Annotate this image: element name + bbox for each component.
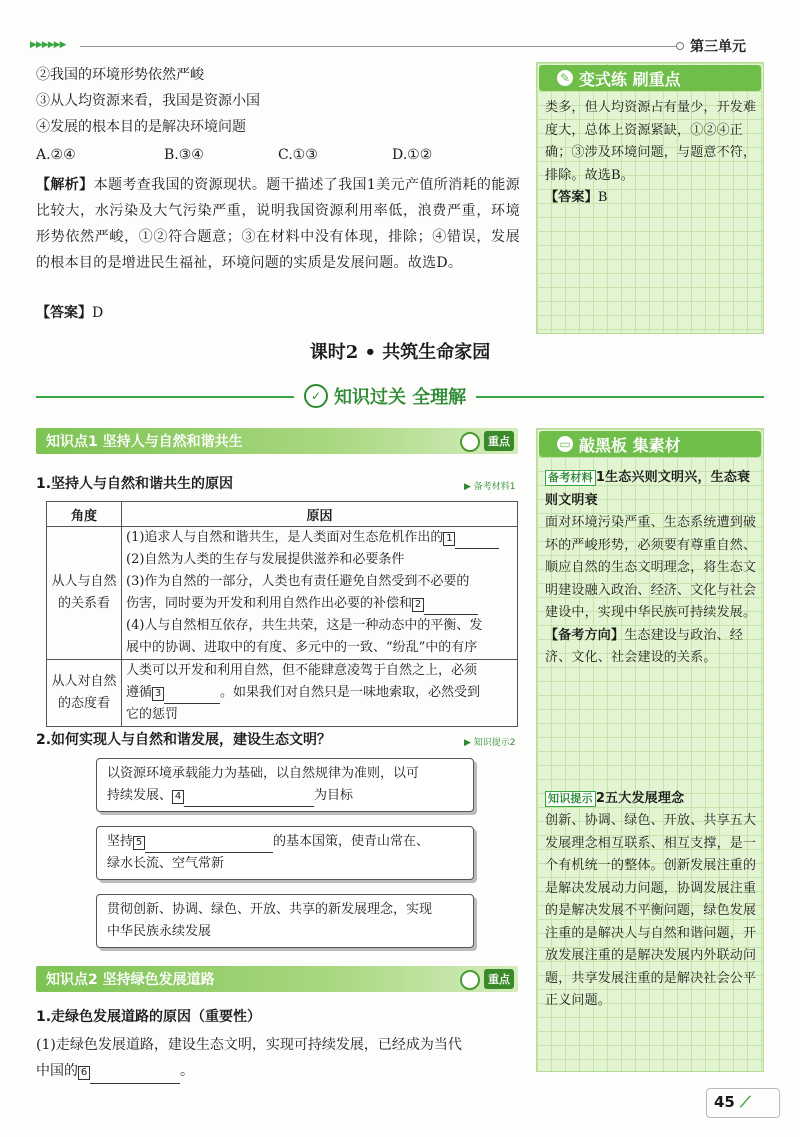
unit-title: 第三单元 <box>690 39 746 55</box>
pencil-icon: ✎ <box>557 70 573 86</box>
answer-line <box>36 300 103 326</box>
header-dot <box>676 42 684 50</box>
material-head-2: 2五大发展理念 <box>595 790 685 806</box>
blank-1 <box>455 548 499 549</box>
kp2-paragraph <box>36 1032 520 1084</box>
blank-num-6: 6 <box>78 1066 90 1080</box>
blank-num-4: 4 <box>172 790 184 804</box>
row2-line-3: 它的惩罚 <box>126 707 179 722</box>
table-row <box>47 527 518 660</box>
analysis-paragraph <box>36 172 520 276</box>
section-title: 知识过关 全理解 <box>334 387 467 408</box>
board-icon: ▭ <box>557 436 573 452</box>
kp2-tag: 重点 <box>484 969 514 989</box>
method-box-2 <box>96 826 474 880</box>
method-box-1 <box>96 758 474 812</box>
material-header <box>539 431 761 457</box>
table-header-row <box>47 502 518 527</box>
blank-num-3: 3 <box>152 687 164 701</box>
box3-line-1: 贯彻创新、协调、绿色、开放、共享的新发展理念，实现 <box>107 902 433 917</box>
practice-answer-tag: 【答案】 <box>545 190 598 205</box>
practice-header <box>539 65 761 91</box>
material-title: 敲黑板 集素材 <box>579 435 681 455</box>
row1-label: 从人与自然的关系看 <box>47 527 122 660</box>
direction-text: 生态建设与政治、经济、文化、社会建设的关系。 <box>545 627 744 665</box>
kp1-q1-ref: ▶ 备考材料1 <box>464 482 516 492</box>
box2-line-2: 绿水长流、空气常新 <box>107 856 225 871</box>
box3-line-2: 中华民族永续发展 <box>107 924 212 939</box>
answer-tag: 【答案】 <box>36 305 92 321</box>
row1-line-6: 展中的协调、进取中的有度、多元中的一致、“纷乱”中的有序 <box>126 640 478 655</box>
row2-line-2a: 遵循 <box>126 685 153 700</box>
practice-answer: B <box>597 190 608 205</box>
label-hint: 知识提示 <box>545 791 596 807</box>
blank-num-2: 2 <box>412 598 424 612</box>
row2-content <box>122 660 518 727</box>
blank-num-5: 5 <box>133 836 145 850</box>
choice-c: C.①③ <box>278 147 318 163</box>
blank-num-1: 1 <box>443 532 455 546</box>
material-panel <box>536 428 764 1072</box>
kp1-bar <box>36 428 518 454</box>
material-text-2: 创新、协调、绿色、开放、共享五大发展理念相互联系、相互支撑，是一个有机统一的整体。创新发展注重的是解决发展动力问题，协调发展注重的是解决发展不平衡问题，绿色发展注重的是解决人与自然和谐问题，开放发展注重的是解决发展内外联动问题，共享发展注重的是解决社会公平正义问题。 <box>545 813 757 1008</box>
kp2-line-2a: 中国的 <box>36 1063 78 1079</box>
kp1-title: 知识点1 坚持人与自然和谐共生 <box>46 434 243 450</box>
practice-body: 类多，但人均资源占有量少，开发难度大，总体上资源紧缺，①②④正确；③涉及环境问题，与题意不符，排除。故选B。 <box>545 100 757 183</box>
choice-b: B.③④ <box>164 147 204 163</box>
header-arrows: ▶▶▶▶▶▶ <box>30 40 66 50</box>
lesson-title: 课时2 • 共筑生命家园 <box>309 342 491 363</box>
row1-content <box>122 527 518 660</box>
option-3: ③从人均资源来看，我国是资源小国 <box>36 93 260 109</box>
practice-text <box>537 93 763 210</box>
direction-tag: 【备考方向】 <box>545 627 625 643</box>
kp1-q2-ref: ▶ 知识提示2 <box>464 738 516 748</box>
option-4: ④发展的根本目的是解决环境问题 <box>36 119 246 135</box>
kp1-q1: 1.坚持人与自然和谐共生的原因 <box>36 476 234 492</box>
kp2-q1: 1.走绿色发展道路的原因（重要性） <box>36 1009 262 1025</box>
target-icon <box>460 432 480 452</box>
kp2-bar <box>36 966 518 992</box>
material-body <box>537 459 763 1013</box>
box2-line-1b: 的基本国策，使青山常在、 <box>273 834 430 849</box>
header-rule <box>80 46 680 47</box>
choice-d: D.①② <box>392 147 433 163</box>
kp1-tag: 重点 <box>484 431 514 451</box>
kp2-line-1: (1)走绿色发展道路，建设生态文明，实现可持续发展，已经成为当代 <box>36 1037 462 1053</box>
row1-line-3: (3)作为自然的一部分，人类也有责任避免自然受到不必要的 <box>126 574 470 589</box>
row2-label: 从人对自然的态度看 <box>47 660 122 727</box>
blank-6 <box>90 1083 180 1084</box>
row1-line-2: (2)自然为人类的生存与发展提供滋养和必要条件 <box>126 552 405 567</box>
practice-panel <box>536 62 764 334</box>
page-number-value: 45 <box>714 1093 735 1111</box>
page-number <box>714 1093 751 1111</box>
material-head-1: 1生态兴则文明兴，生态衰则文明衰 <box>545 470 751 508</box>
table-header-angle: 角度 <box>47 502 122 527</box>
answer-choices <box>36 142 516 168</box>
analysis-tag: 【解析】 <box>36 177 94 193</box>
kp2-line-2b: 。 <box>180 1063 194 1079</box>
answer-value: D <box>92 305 104 321</box>
choice-a: A.②④ <box>36 147 76 163</box>
material-item-1 <box>545 467 757 512</box>
kp1-q2: 2.如何实现人与自然和谐发展，建设生态文明？ <box>36 732 332 748</box>
row2-line-2b: 。如果我们对自然只是一味地索取，必然受到 <box>220 685 481 700</box>
page-leaf-icon: ⟋ <box>740 1093 751 1111</box>
book-icon: ✓ <box>304 384 328 408</box>
box1-line-1: 以资源环境承载能力为基础，以自然规律为准则，以可 <box>107 766 420 781</box>
target-icon <box>460 970 480 990</box>
practice-title: 变式练 刷重点 <box>579 69 681 89</box>
row1-line-5: (4)人与自然相互依存，共生共荣，这是一种动态中的平衡、发 <box>126 618 483 633</box>
table-row <box>47 660 518 727</box>
material-item-2 <box>545 788 757 811</box>
row2-line-1: 人类可以开发和利用自然，但不能肆意凌驾于自然之上，必须 <box>126 663 478 678</box>
box2-line-1a: 坚持 <box>107 834 134 849</box>
material-text-1: 面对环境污染严重、生态系统遭到破坏的严峻形势，必须要有尊重自然、顺应自然的生态文明理念，将生态文明建设融入政治、经济、文化与社会建设中，实现中华民族可持续发展。 <box>545 515 757 620</box>
reasons-table <box>46 501 518 727</box>
option-2: ②我国的环境形势依然严峻 <box>36 67 204 83</box>
material-direction <box>545 625 757 670</box>
table-header-reason: 原因 <box>122 502 518 527</box>
section-badge <box>294 383 476 409</box>
box1-line-2b: 为目标 <box>314 788 354 803</box>
row1-line-4: 伤害，同时要为开发和利用自然作出必要的补偿和 <box>126 596 413 611</box>
box1-line-2a: 持续发展、 <box>107 788 173 803</box>
label-material: 备考材料 <box>545 470 596 486</box>
analysis-text: 本题考查我国的资源现状。题干描述了我国1美元产值所消耗的能源比较大，水污染及大气污染严重，说明我国资源利用率低，浪费严重，环境形势依然严峻，①②符合题意；③在材料中没有体现，排除；④错误，发展的根本目的是增进民生福祉，环境问题的实质是发展问题。故选D。 <box>36 177 521 271</box>
blank-4 <box>184 806 314 807</box>
row1-line-1: (1)追求人与自然和谐共生，是人类面对生态危机作出的 <box>126 530 444 545</box>
kp2-title: 知识点2 坚持绿色发展道路 <box>46 972 215 988</box>
method-box-3 <box>96 894 474 948</box>
